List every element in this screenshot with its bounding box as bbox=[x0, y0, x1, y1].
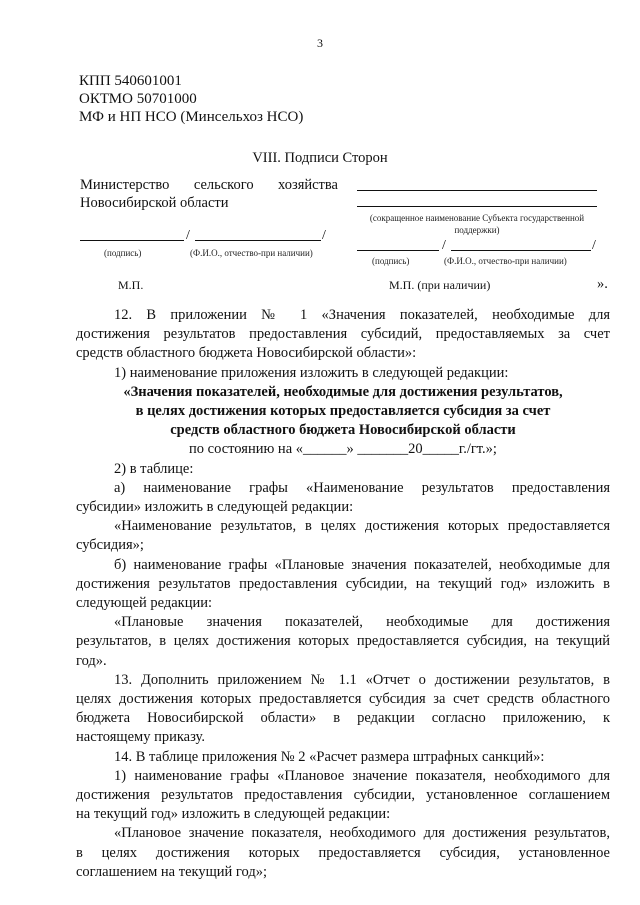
paragraph-line: бюджета Новосибирской области» в редакции согласно приложению, к bbox=[76, 710, 610, 727]
paragraph-line: 12. В приложении № 1 «Значения показателей, необходимые для bbox=[114, 307, 610, 323]
closing-quote: ». bbox=[597, 276, 608, 292]
paragraph-line: достижения результатов предоставления субсидии, установленное соглашением bbox=[76, 787, 610, 804]
mf-line: МФ и НП НСО (Минсельхоз НСО) bbox=[79, 109, 304, 125]
paragraph-line: «Плановое значение показателя, необходимого для достижения результатов, bbox=[114, 825, 610, 842]
left-slash-1: / bbox=[186, 228, 190, 243]
section-title: VIII. Подписи Сторон bbox=[252, 150, 388, 166]
stamp-right: М.П. (при наличии) bbox=[389, 278, 491, 292]
paragraph-line: 14. В таблице приложения № 2 «Расчет размера штрафных санкций»: bbox=[114, 748, 545, 765]
kpp-line: КПП 540601001 bbox=[79, 73, 182, 89]
page-number: 3 bbox=[317, 36, 323, 50]
paragraph-line: б) наименование графы «Плановые значения показателей, необходимые для bbox=[114, 556, 610, 573]
paragraph-line: год». bbox=[76, 652, 107, 669]
right-slash-2: / bbox=[592, 238, 596, 253]
paragraph-line: 2) в таблице: bbox=[114, 460, 194, 477]
paragraph-line: соглашением на текущий год»; bbox=[76, 863, 267, 880]
right-party-name-line-1 bbox=[357, 190, 597, 191]
paragraph-line: 1) наименование приложения изложить в следующей редакции: bbox=[114, 364, 509, 381]
bold-title-line: «Значения показателей, необходимые для достижения результатов, bbox=[123, 383, 563, 400]
paragraph-line: целях достижения которых предоставляется субсидия за счет средств областного bbox=[76, 691, 610, 708]
paragraph-line: «Плановые значения показателей, необходимые для достижения bbox=[114, 614, 610, 631]
paragraph-line: настоящему приказу. bbox=[76, 729, 205, 746]
paragraph-line: средств областного бюджета Новосибирской области»: bbox=[76, 345, 417, 362]
oktmo-line: ОКТМО 50701000 bbox=[79, 91, 197, 107]
paragraph-line: достижения результатов предоставления субсидий, предоставляемых за счет bbox=[76, 326, 610, 343]
right-slash-1: / bbox=[442, 238, 446, 253]
right-fio-line bbox=[451, 250, 591, 251]
right-fio-caption: (Ф.И.О., отчество-при наличии) bbox=[444, 256, 567, 266]
paragraph-line: «Наименование результатов, в целях достижения которых предоставляется bbox=[114, 518, 610, 535]
bold-title-line: средств областного бюджета Новосибирской области bbox=[170, 422, 516, 439]
left-party-name-line2: Новосибирской области bbox=[80, 195, 229, 211]
state-date-line: по состоянию на «______» _______20_____г./гт.»; bbox=[189, 441, 497, 458]
paragraph-line: 1) наименование графы «Плановое значение показателя, необходимого для bbox=[114, 767, 610, 784]
bold-title-line: в целях достижения которых предоставляется субсидия за счет bbox=[135, 403, 551, 420]
amendments-text bbox=[76, 306, 610, 882]
left-signature-line bbox=[80, 240, 184, 241]
paragraph-line: результатов, в целях достижения которых предоставляется субсидия, на текущий bbox=[76, 633, 610, 650]
left-fio-line bbox=[195, 240, 321, 241]
paragraph-line: следующей редакции: bbox=[76, 595, 213, 612]
right-party-caption: (сокращенное наименование Субъекта государственной поддержки) bbox=[369, 213, 585, 235]
right-signature-line bbox=[357, 250, 439, 251]
paragraph-line: субсидия»; bbox=[76, 537, 144, 554]
left-slash-2: / bbox=[322, 228, 326, 243]
left-party-name-line1: Министерство сельского хозяйства bbox=[80, 177, 338, 193]
right-party-name-line-2 bbox=[357, 206, 597, 207]
right-sign-caption: (подпись) bbox=[372, 256, 410, 266]
left-fio-caption: (Ф.И.О., отчество-при наличии) bbox=[190, 248, 313, 258]
paragraph-line: субсидии» изложить в следующей редакции: bbox=[76, 499, 354, 516]
paragraph-line: а) наименование графы «Наименование результатов предоставления bbox=[114, 479, 610, 496]
paragraph-line: достижения результатов предоставления субсидии, на текущий год» изложить в bbox=[76, 575, 610, 592]
paragraph-line: на текущий год» изложить в следующей редакции: bbox=[76, 806, 391, 823]
stamp-left: М.П. bbox=[118, 278, 144, 292]
paragraph-line: в целях достижения которых предоставляется субсидия, установленное bbox=[76, 844, 610, 861]
left-sign-caption: (подпись) bbox=[104, 248, 142, 258]
paragraph-line: 13. Дополнить приложением № 1.1 «Отчет о достижении результатов, в bbox=[114, 671, 610, 688]
